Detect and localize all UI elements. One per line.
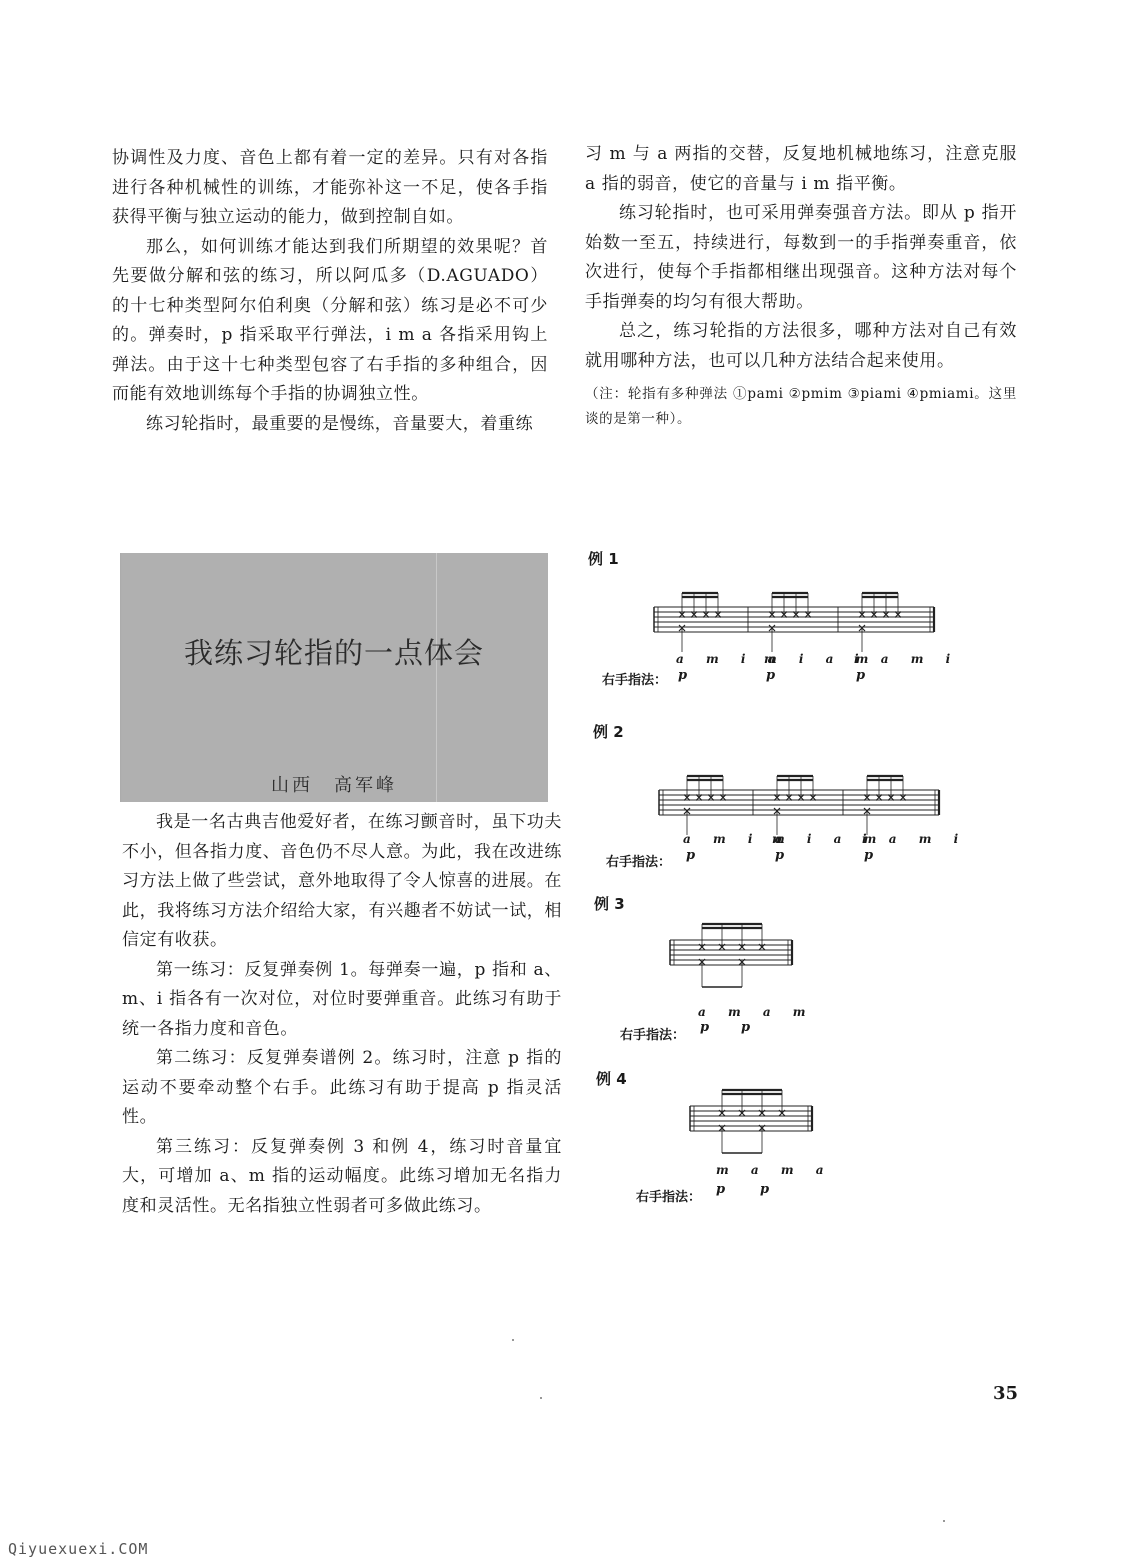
example-1-staff [650,585,945,645]
example-4-p-2: p [760,1182,770,1197]
example-1-label: 例 1 [588,550,619,568]
scan-speck [943,1520,945,1522]
paragraph: 第一练习：反复弹奏例 1。每弹奏一遍，p 指和 a、m、i 指各有一次对位，对位时要弹重音。此练习有助于统一各指力度和音色。 [122,959,562,1039]
example-2-fingering-2: m i a m [772,832,886,846]
example-4-fingering: m a m a [716,1163,833,1177]
example-2-label: 例 2 [593,723,624,741]
example-3-fingering: a m a m [698,1005,815,1019]
example-2-fingering-3: i a m i [862,832,968,846]
example-4-label: 例 4 [596,1070,627,1088]
paragraph: 习 m 与 a 两指的交替，反复地机械地练习，注意克服 a 指的弱音，使它的音量与 i m 指平衡。 [585,144,1017,194]
example-1-fingering-1: a m i a [676,652,785,666]
paragraph: 总之，练习轮指的方法很多，哪种方法对自己有效就用哪种方法，也可以几种方法结合起来使用。 [585,321,1017,371]
example-2-p-1: p [686,848,696,863]
example-2-p-3: p [864,848,874,863]
example-3-finger-label: 右手指法： [620,1028,686,1043]
right-top-column [585,140,1017,432]
article-title: 我练习轮指的一点体会 [183,636,484,670]
example-1-finger-label: 右手指法： [602,673,668,688]
example-4-staff [688,1080,818,1175]
watermark: Qiyuexuexi.COM [8,1540,149,1558]
footnote: （注：轮指有多种弹法 ①pami ②pmim ③piami ④pmiami。这里谈的是第一种）。 [585,386,1017,427]
example-2-fingering-1: a m i a [683,832,792,846]
scan-seam [436,553,437,802]
example-3-staff [668,918,798,1008]
paragraph: 那么，如何训练才能达到我们所期望的效果呢？首先要做分解和弦的练习，所以阿瓜多（D.AGUADO）的十七种类型阿尔伯利奥（分解和弦）练习是必不可少的。弹奏时，p 指采取平行弹法，i m a 各指采用钩上弹法。由于这十七种类型包容了右手指的多种组合，因而能有效地训练每个手指的协调独立性。 [112,236,548,404]
paragraph: 练习轮指时，最重要的是慢练，音量要大，着重练 [146,413,534,434]
article-title-box [120,553,548,802]
article-author: 山西 高军峰 [271,775,397,796]
example-2-staff [655,762,950,822]
example-1-p-2: p [766,668,776,683]
left-bottom-column [122,808,562,1221]
paragraph: 第三练习：反复弹奏例 3 和例 4，练习时音量宜大，可增加 a、m 指的运动幅度。此练习增加无名指力度和灵活性。无名指独立性弱者可多做此练习。 [122,1136,562,1216]
paragraph: 练习轮指时，也可采用弹奏强音方法。即从 p 指开始数一至五，持续进行，每数到一的手指弹奏重音，依次进行，使每个手指都相继出现强音。这种方法对每个手指弹奏的均匀有很大帮助。 [585,203,1017,312]
example-1-p-3: p [856,668,866,683]
scan-speck [512,1339,514,1341]
paragraph: 第二练习：反复弹奏谱例 2。练习时，注意 p 指的运动不要牵动整个右手。此练习有助于提高 p 指灵活性。 [122,1048,562,1127]
example-4-finger-label: 右手指法： [636,1190,702,1205]
example-4-p-1: p [716,1182,726,1197]
example-3-p-2: p [741,1020,751,1035]
example-3-p-1: p [700,1020,710,1035]
paragraph: 协调性及力度、音色上都有着一定的差异。只有对各指进行各种机械性的训练，才能弥补这一不足，使各手指获得平衡与独立运动的能力，做到控制自如。 [112,148,548,227]
example-1-p-1: p [678,668,688,683]
paragraph: 我是一名古典吉他爱好者，在练习颤音时，虽下功夫不小，但各指力度、音色仍不尽人意。为此，我在改进练习方法上做了些尝试，意外地取得了令人惊喜的进展。在此，我将练习方法介绍给大家，有兴趣者不妨试一试，相信定有收获。 [122,812,562,950]
left-top-column [112,144,548,439]
example-1-fingering-2: m i a m [764,652,878,666]
page-number: 35 [993,1383,1019,1404]
example-2-p-2: p [775,848,785,863]
example-2-finger-label: 右手指法： [606,855,672,870]
scan-speck [540,1397,542,1399]
example-3-label: 例 3 [594,895,625,913]
example-1-fingering-3: i a m i [854,652,960,666]
